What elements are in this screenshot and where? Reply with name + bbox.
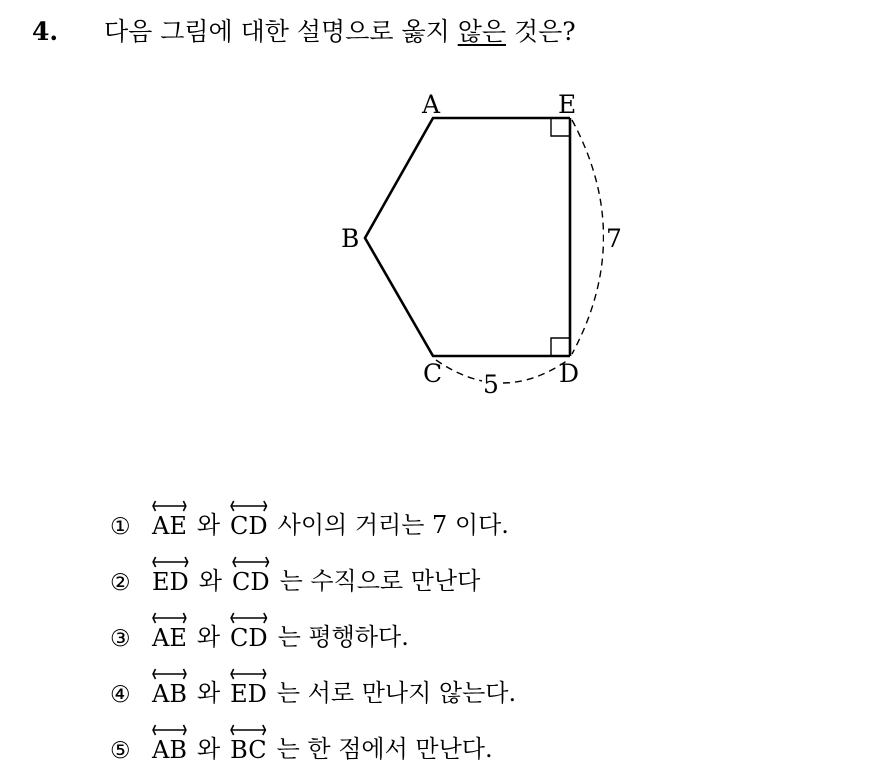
right-angle-mark-D <box>551 338 570 356</box>
pentagon-edge-EABCD <box>365 118 570 356</box>
choice-text: 사이의 거리는 7 이다. <box>277 511 509 539</box>
double-arrow-icon <box>152 500 187 512</box>
label-D: D <box>559 359 580 388</box>
double-arrow-icon <box>232 556 270 568</box>
line-name: BC <box>230 736 267 764</box>
choice-number: ④ <box>110 682 131 708</box>
dimension-arc-ED <box>572 120 604 354</box>
length-label-CD: 5 <box>483 370 499 398</box>
choice-2[interactable] <box>110 540 516 596</box>
question-number: 4. <box>32 17 59 46</box>
label-B: B <box>341 224 360 253</box>
choice-text: 는 수직으로 만난다 <box>279 567 481 595</box>
label-C: C <box>423 359 443 388</box>
label-E: E <box>558 90 577 119</box>
line-name: CD <box>230 624 268 652</box>
conjunction: 와 <box>196 511 221 539</box>
question-text <box>104 17 576 46</box>
question-text-before: 다음 그림에 대한 설명으로 옳지 <box>104 17 458 46</box>
choice-1[interactable] <box>110 484 516 540</box>
line-notation <box>230 666 267 708</box>
double-arrow-icon <box>152 556 189 568</box>
double-arrow-icon <box>152 724 187 736</box>
choice-number: ① <box>110 514 131 540</box>
line-notation <box>152 666 187 708</box>
double-arrow-icon <box>230 612 268 624</box>
choice-number: ⑤ <box>110 738 131 764</box>
choice-text: 는 평행하다. <box>277 623 409 651</box>
choice-5[interactable] <box>110 708 516 764</box>
line-notation <box>152 498 187 540</box>
pentagon-diagram <box>330 88 630 398</box>
question-header <box>32 12 576 48</box>
answer-choices <box>110 484 516 764</box>
question-text-after: 것은? <box>506 17 576 46</box>
line-name: AE <box>152 512 187 540</box>
line-name: CD <box>231 568 270 596</box>
dimension-arc-CD <box>436 360 568 383</box>
line-notation <box>230 610 268 652</box>
line-name: ED <box>152 568 189 596</box>
question-text-underlined: 않은 <box>457 17 506 46</box>
right-angle-mark-E <box>551 118 570 136</box>
length-label-ED: 7 <box>606 224 622 253</box>
line-notation <box>230 498 268 540</box>
line-name: AB <box>152 680 187 708</box>
conjunction: 와 <box>198 567 222 595</box>
choice-number: ② <box>110 570 131 596</box>
label-A: A <box>422 90 441 119</box>
choice-3[interactable] <box>110 596 516 652</box>
line-notation <box>152 722 187 764</box>
conjunction: 와 <box>196 623 221 651</box>
line-name: ED <box>230 680 267 708</box>
line-notation <box>152 554 189 596</box>
conjunction: 와 <box>196 735 221 763</box>
line-notation <box>232 554 270 596</box>
double-arrow-icon <box>152 612 187 624</box>
line-notation <box>152 610 187 652</box>
line-name: AB <box>152 736 187 764</box>
choice-4[interactable] <box>110 652 516 708</box>
choice-text: 는 서로 만나지 않는다. <box>276 679 517 707</box>
pentagon-figure <box>330 88 630 398</box>
choice-number: ③ <box>110 626 131 652</box>
double-arrow-icon <box>230 668 267 680</box>
choice-text: 는 한 점에서 만난다. <box>276 735 493 763</box>
line-name: CD <box>230 512 268 540</box>
double-arrow-icon <box>230 500 268 512</box>
line-name: AE <box>152 624 187 652</box>
double-arrow-icon <box>152 668 187 680</box>
double-arrow-icon <box>230 724 266 736</box>
line-notation <box>230 722 266 764</box>
conjunction: 와 <box>196 679 221 707</box>
